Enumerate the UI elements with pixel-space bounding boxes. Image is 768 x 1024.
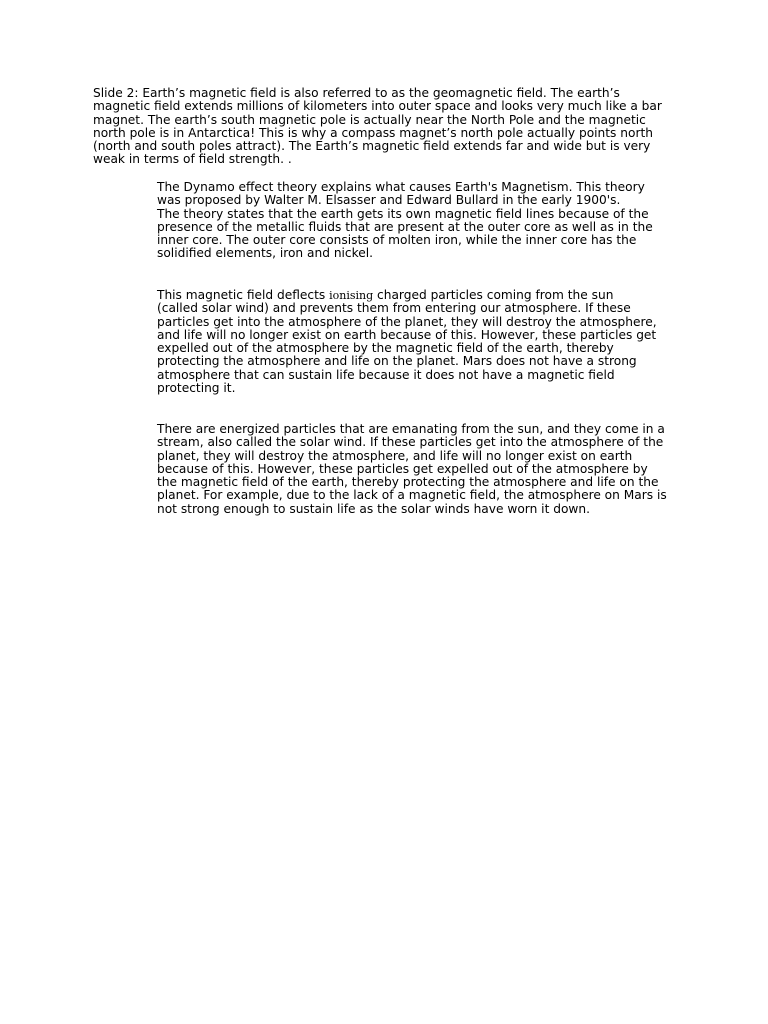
text-line: was proposed by Walter M. Elsasser and Edward Bullard in the early 1900's. [157,193,621,208]
paragraph-energized-particles [157,423,667,516]
text-line: not strong enough to sustain life as the solar winds have worn it down. [157,501,590,516]
text-line: (north and south poles attract). The Earth’s magnetic field extends far and wide but is very [93,139,651,154]
text-line: Slide 2: Earth’s magnetic field is also referred to as the geomagnetic field. The earth’s [93,86,620,100]
text-line: magnet. The earth’s south magnetic pole is actually near the North Pole and the magnetic [93,112,646,127]
text-line: stream, also called the solar wind. If these particles get into the atmosphere of the [157,435,664,450]
text-line: expelled out of the atmosphere by the magnetic field of the earth, thereby [157,341,614,356]
text-line: solidified elements, iron and nickel. [157,246,374,261]
text-run: This magnetic field deflects [157,288,330,302]
text-line: protecting it. [157,381,236,396]
text-line: protecting the atmosphere and life on the planet. Mars does not have a strong [157,354,637,369]
text-line [157,289,657,302]
text-line: (called solar wind) and prevents them from entering our atmosphere. If these [157,301,631,316]
text-line: magnetic field extends millions of kilometers into outer space and looks very much like a bar [93,99,662,114]
text-line: The Dynamo effect theory explains what causes Earth's Magnetism. This theory [157,180,645,194]
text-run-serif: ionising [329,289,374,302]
text-line: the magnetic field of the earth, thereby protecting the atmosphere and life on the [157,475,659,490]
text-line: presence of the metallic fluids that are present at the outer core as well as in the [157,219,653,234]
text-line: north pole is in Antarctica! This is why a compass magnet’s north pole actually points north [93,125,653,140]
paragraph-solar-wind-deflection [157,289,657,395]
text-line: particles get into the atmosphere of the planet, they will destroy the atmosphere, [157,314,657,329]
text-line: because of this. However, these particles get expelled out of the atmosphere by [157,461,648,476]
text-line: weak in terms of field strength. . [93,152,292,167]
text-line: planet, they will destroy the atmosphere, and life will no longer exist on earth [157,448,633,463]
text-line: and life will no longer exist on earth because of this. However, these particles get [157,327,657,342]
text-line: planet. For example, due to the lack of a magnetic field, the atmosphere on Mars is [157,488,667,503]
paragraph-dynamo-theory [157,181,653,261]
text-line: inner core. The outer core consists of molten iron, while the inner core has the [157,233,637,248]
text-line: The theory states that the earth gets its own magnetic field lines because of the [157,206,649,221]
text-line: atmosphere that can sustain life because it does not have a magnetic field [157,367,615,382]
paragraph-slide-2-intro [93,87,662,167]
text-run: charged particles coming from the sun [373,288,614,302]
text-line: There are energized particles that are emanating from the sun, and they come in a [157,422,665,436]
